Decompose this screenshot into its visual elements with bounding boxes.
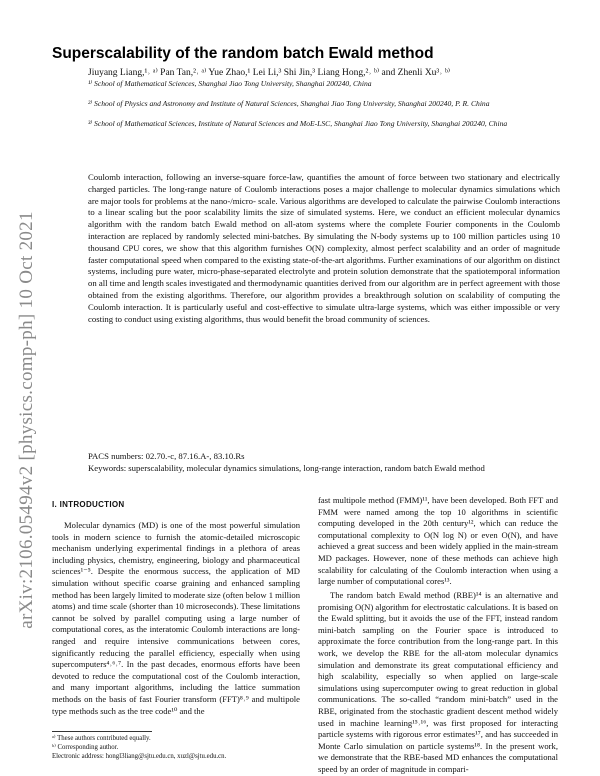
affiliation-2: ²⁾ School of Physics and Astronomy and Institute of Natural Sciences, Shanghai Jiao Tong University, Shanghai 200240, P. R. China xyxy=(88,99,490,108)
abstract-paragraph: Coulomb interaction, following an inverse-square force-law, quantifies the amount of force between two stationary and electrically charged particles. The long-range nature of Coulomb interactions poses a major challenge to molecular dynamics simulations which are major tools for problems at the nano-/micro- scale. Various algorithms are developed to calculate the pairwise Coulomb interactions to a linear scaling but the poor scalability limits the size of simulated systems. Here, we conduct an efficient molecular dynamics algorithm with the random batch Ewald method on all-atom systems where the complete Fourier components in the Coulomb interaction are replaced by randomly selected mini-batches. By simulating the N-body systems up to 100 million particles using 10 thousand CPU cores, we show that this algorithm furnishes O(N) complexity, almost perfect scalability and an order of magnitude faster computational speed when compared to the existing state-of-the-art algorithms. Further examinations of our algorithm on distinct systems, including pure water, micro-phase-separated electrolyte and protein solution demonstrate that the spatiotemporal information on all time and length scales investigated and thermodynamic quantities derived from our algorithm are in perfect agreement with those obtained from the existing algorithms. Therefore, our algorithm provides a breakthrough solution on scalability of computing the Coulomb interaction. It is particularly useful and cost-effective to simulate ultra-large systems, which was either impossible or very costing to conduct using existing algorithms, thus would benefit the broad community of sciences. xyxy=(88,172,560,324)
keywords: Keywords: superscalability, molecular dynamics simulations, long-range interaction, random batch Ewald method xyxy=(88,463,485,473)
footnote-corresponding-author: ᵇ⁾ Corresponding author. xyxy=(52,744,119,751)
footnote-email: Electronic address: hongl3liang@sjtu.edu.cn, xuzl@sjtu.edu.cn. xyxy=(52,753,227,760)
footnote-divider xyxy=(52,731,152,732)
intro-right-paragraph-2: The random batch Ewald method (RBE)¹⁴ is an alternative and promising O(N) algorithm for electrostatic calculations. It is based on the Ewald splitting, but it avoids the use of the FFT, instead random mini-batch sampling on the Fourier space is introduced to approximate the force contribution from the long-range part. In this work, we develop the RBE for the all-atom molecular dynamics simulation and demonstrate its great computational efficiency and high scalability, especially so when applied on large-scale simulations using supercomputer owing to great reduction in global communications. The so-called “random mini-batch” used in the RBE, originated from the stochastic gradient descent method widely used in machine learning¹⁵˒¹⁶, was first proposed for interacting particle systems with rigorous error estimates¹⁷, and has succeeded in Monte Carlo simulation on particle systems¹⁸. In the present work, we demonstrate that the RBE-based MD enhances the computational speed by an order of magnitude in compari- xyxy=(318,590,558,774)
author-list: Jiuyang Liang,¹˒ ᵃ⁾ Pan Tan,²˒ ᵃ⁾ Yue Zhao,¹ Lei Li,³ Shi Jin,³ Liang Hong,²˒ ᵇ⁾ and Zhenli Xu³˒ ᵇ⁾ xyxy=(88,68,451,78)
affiliation-3: ³⁾ School of Mathematical Sciences, Institute of Natural Sciences and MoE-LSC, Shanghai Jiao Tong University, Shanghai 200240, China xyxy=(88,119,508,128)
pacs-numbers: PACS numbers: 02.70.-c, 87.16.A-, 83.10.Rs xyxy=(88,451,245,461)
intro-right-paragraph-1: fast multipole method (FMM)¹¹, have been developed. Both FFT and FMM were named among the top 10 algorithms in scientific computing developed in the 20th century¹², which can reduce the computational complexity to O(N log N) or even O(N), and have achieved a great success and been widely applied in the main-stream MD packages. However, none of these methods can achieve high scalability for calculating of the Coulomb interaction when using a large number of computational cores¹³. xyxy=(318,495,558,587)
footnote-equal-contribution: ᵃ⁾ These authors contributed equally. xyxy=(52,735,151,742)
affiliation-1: ¹⁾ School of Mathematical Sciences, Shanghai Jiao Tong University, Shanghai 200240, China xyxy=(88,79,372,88)
intro-left-column: Molecular dynamics (MD) is one of the most powerful simulation tools in modern science to furnish the atomic-detailed microscopic mechanism underlying experimental findings in a plethora of areas including physics, chemistry, engineering, biology and pharmaceutical sciences¹⁻⁵. Despite the enormous success, the application of MD simulation without specific coarse graining and enhanced sampling method has been largely limited to moderate size (often below 1 million atoms) and time scale (shorter than 10 microseconds). These limitations cannot be solved by parallel computing using a large number of computational cores, as the interatomic Coulomb interactions are long-ranged and require intensive communications between cores, significantly reducing the parallel efficiency, especially when using supercomputers⁴˒⁶˒⁷. In the past decades, enormous efforts have been devoted to reduce the computational cost of the Coulomb interaction, and many important algorithms, including the lattice summation methods on the basis of fast Fourier transform (FFT)⁸˒⁹ and multipole type methods such as the tree code¹⁰ and the xyxy=(52,520,300,716)
paper-title: Superscalability of the random batch Ewald method xyxy=(52,45,434,62)
arxiv-identifier-sidebar xyxy=(14,180,40,660)
section-heading-introduction: I. INTRODUCTION xyxy=(52,500,125,509)
arxiv-identifier-text: arXiv:2106.05494v2 [physics.comp-ph] 10 Oct 2021 xyxy=(16,211,37,629)
